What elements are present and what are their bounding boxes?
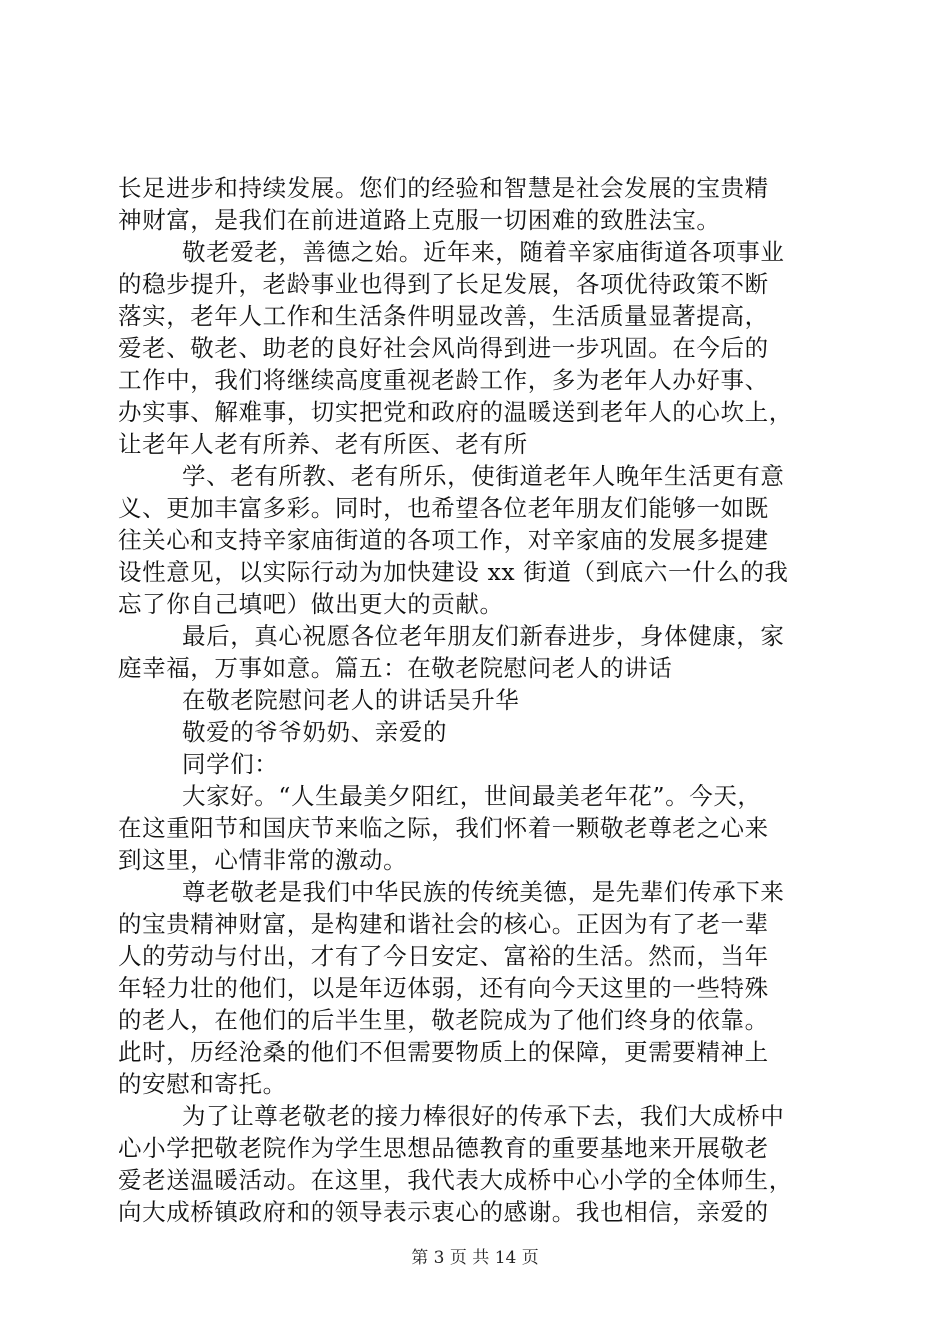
text-line: 在敬老院慰问老人的讲话吴升华 — [182, 686, 520, 714]
text-line: 神财富，是我们在前进道路上克服一切困难的致胜法宝。 — [118, 206, 721, 234]
text-line: 忘了你自己填吧）做出更大的贡献。 — [118, 590, 504, 618]
text-line: 落实，老年人工作和生活条件明显改善，生活质量显著提高， — [118, 302, 769, 330]
text-line: 的老人，在他们的后半生里，敬老院成为了他们终身的依靠。 — [118, 1006, 769, 1034]
text-line: 的安慰和寄托。 — [118, 1070, 287, 1098]
text-line: 敬老爱老，善德之始。近年来，随着辛家庙街道各项事业 — [182, 238, 785, 266]
text-line: 为了让尊老敬老的接力棒很好的传承下去，我们大成桥中 — [182, 1102, 785, 1130]
text-line: 人的劳动与付出，才有了今日安定、富裕的生活。然而，当年 — [118, 942, 769, 970]
text-line: 年轻力壮的他们，以是年迈体弱，还有向今天这里的一些特殊 — [118, 974, 769, 1002]
text-line: 办实事、解难事，切实把党和政府的温暖送到老年人的心坎上， — [118, 398, 793, 426]
text-line: 尊老敬老是我们中华民族的传统美德，是先辈们传承下来 — [182, 878, 785, 906]
text-line: 最后，真心祝愿各位老年朋友们新春进步，身体健康，家 — [182, 622, 785, 650]
text-line: 的稳步提升，老龄事业也得到了长足发展，各项优待政策不断 — [118, 270, 769, 298]
text-line: 同学们： — [182, 750, 279, 778]
text-line: 爱老、敬老、助老的良好社会风尚得到进一步巩固。在今后的 — [118, 334, 769, 362]
text-line: 心小学把敬老院作为学生思想品德教育的重要基地来开展敬老 — [118, 1134, 769, 1162]
text-line: 向大成桥镇政府和的领导表示衷心的感谢。我也相信，亲爱的 — [118, 1198, 769, 1226]
text-line: 敬爱的爷爷奶奶、亲爱的 — [182, 718, 448, 746]
text-line: 往关心和支持辛家庙街道的各项工作，对辛家庙的发展多提建 — [118, 526, 769, 554]
text-line: 到这里，心情非常的激动。 — [118, 846, 408, 874]
text-line: 学、老有所教、老有所乐，使街道老年人晚年生活更有意 — [182, 462, 785, 490]
text-line: 庭幸福，万事如意。篇五：在敬老院慰问老人的讲话 — [118, 654, 673, 682]
page-footer: 第 3 页 共 14 页 — [411, 1248, 539, 1268]
text-line: 让老年人老有所养、老有所医、老有所 — [118, 430, 528, 458]
text-line: 的宝贵精神财富，是构建和谐社会的核心。正因为有了老一辈 — [118, 910, 769, 938]
text-line: 此时，历经沧桑的他们不但需要物质上的保障，更需要精神上 — [118, 1038, 769, 1066]
text-line: 设性意见，以实际行动为加快建设 xx 街道（到底六一什么的我 — [118, 558, 789, 586]
text-line: 爱老送温暖活动。在这里，我代表大成桥中心小学的全体师生， — [118, 1166, 793, 1194]
text-line: 大家好。“人生最美夕阳红，世间最美老年花”。今天， — [182, 782, 762, 810]
text-line: 在这重阳节和国庆节来临之际，我们怀着一颗敬老尊老之心来 — [118, 814, 769, 842]
text-line: 长足进步和持续发展。您们的经验和智慧是社会发展的宝贵精 — [118, 174, 769, 202]
text-line: 义、更加丰富多彩。同时，也希望各位老年朋友们能够一如既 — [118, 494, 769, 522]
text-line: 工作中，我们将继续高度重视老龄工作，多为老年人办好事、 — [118, 366, 769, 394]
document-body — [118, 172, 838, 1228]
